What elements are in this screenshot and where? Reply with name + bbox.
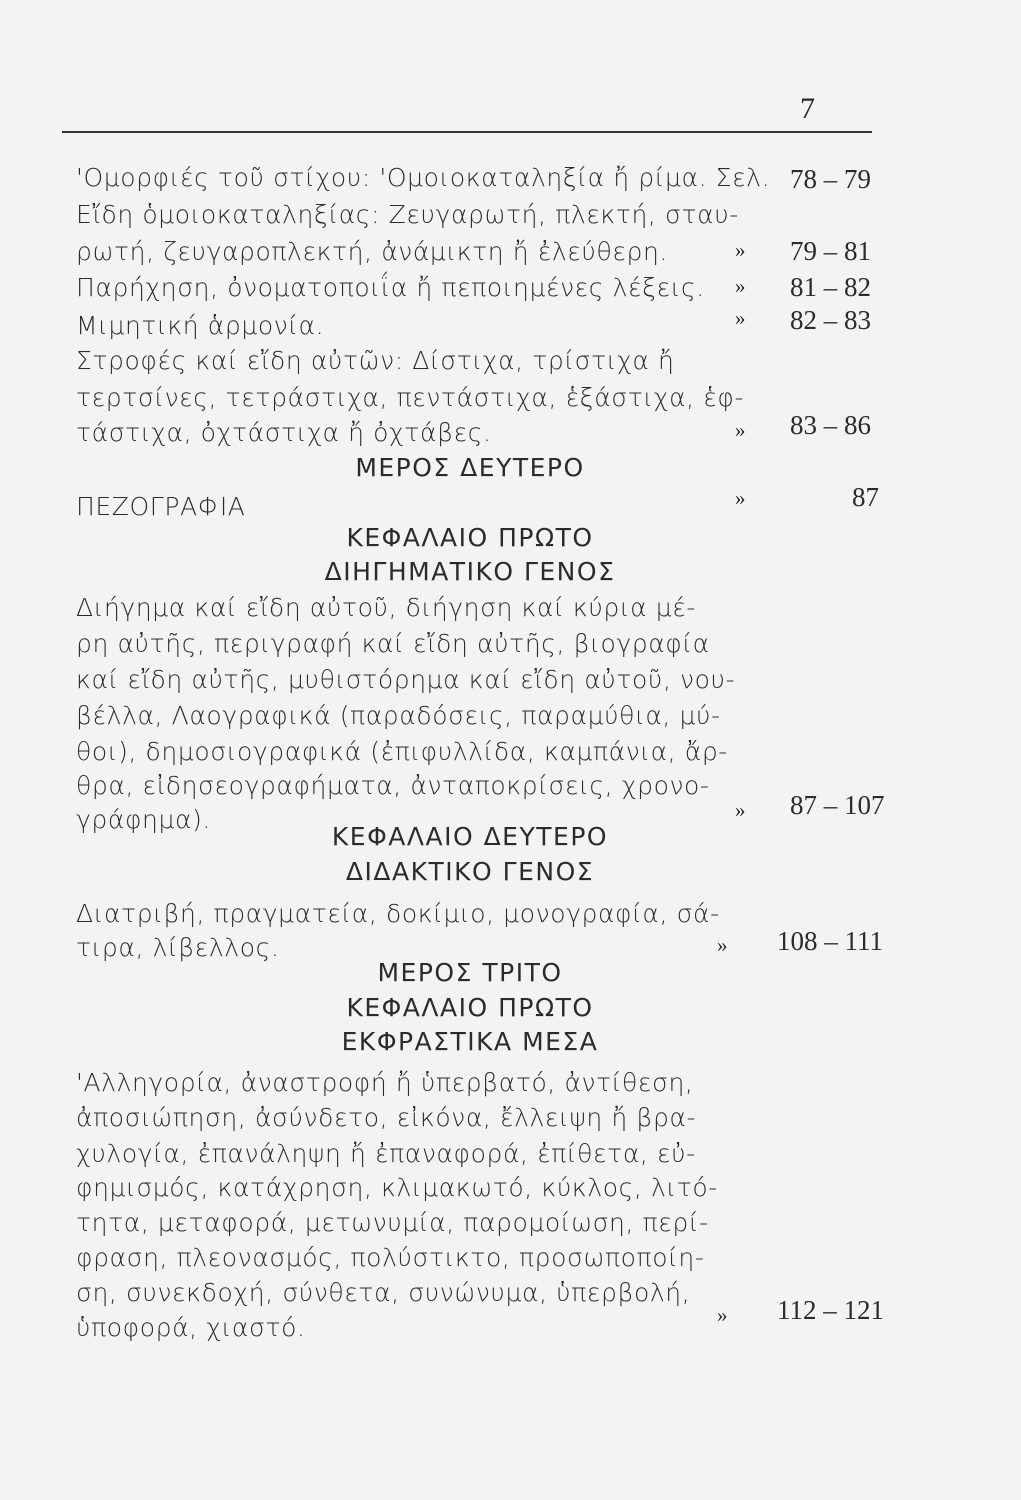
- genre-heading: ΔΙΔΑΚΤΙΚΟ ΓΕΝΟΣ: [345, 857, 595, 886]
- ditto-mark: »: [735, 418, 746, 442]
- toc-entry-line: Μιμητική ἁρμονία.: [76, 311, 325, 340]
- page-range: 82 – 83: [790, 305, 871, 335]
- toc-entry-line: Διατριβή, πραγματεία, δοκίμιο, μονογραφία, σά-: [76, 899, 720, 928]
- part-heading: ΜΕΡΟΣ ΔΕΥΤΕΡΟ: [355, 453, 585, 482]
- ditto-mark: »: [735, 798, 746, 822]
- toc-entry-line: ἀποσιώπηση, ἀσύνδετο, εἰκόνα, ἔλλειψη ἤ βρα-: [76, 1103, 697, 1132]
- ditto-mark: »: [717, 1303, 728, 1327]
- toc-entry-line: τητα, μεταφορά, μετωνυμία, παρομοίωση, περί-: [76, 1208, 709, 1237]
- toc-entry-line: ρωτή, ζευγαροπλεκτή, ἀνάμικτη ἤ ἐλεύθερη.: [76, 237, 668, 266]
- page-range: 83 – 86: [790, 410, 871, 440]
- toc-entry-line: θρα, εἰδησεογραφήματα, ἀνταποκρίσεις, χρονο-: [76, 771, 710, 800]
- page-range: 81 – 82: [790, 272, 871, 302]
- chapter-heading: ΚΕΦΑΛΑΙΟ ΠΡΩΤΟ: [346, 523, 594, 552]
- toc-entry-line: τάστιχα, ὀχτάστιχα ἤ ὀχτάβες.: [76, 418, 492, 447]
- part-heading: ΜΕΡΟΣ ΤΡΙΤΟ: [377, 958, 563, 987]
- page-range: 87 – 107: [790, 790, 885, 820]
- page-range: 78 – 79: [790, 164, 871, 194]
- ditto-mark: »: [735, 238, 746, 262]
- toc-entry-line: Στροφές καί εἴδη αὐτῶν: Δίστιχα, τρίστιχα ἤ: [76, 346, 675, 375]
- genre-heading: ΕΚΦΡΑΣΤΙΚΑ ΜΕΣΑ: [341, 1027, 599, 1056]
- genre-heading: ΔΙΗΓΗΜΑΤΙΚΟ ΓΕΝΟΣ: [324, 557, 616, 586]
- section-title: ΠΕΖΟΓΡΑΦΙΑ: [76, 492, 246, 521]
- toc-entry-line: Παρήχηση, ὀνοματοποιΐα ἤ πεποιημένες λέξεις.: [76, 273, 705, 302]
- toc-entry-line: ὑποφορά, χιαστό.: [76, 1313, 306, 1342]
- toc-entry-line: 'Αλληγορία, ἀναστροφή ἤ ὑπερβατό, ἀντίθεση,: [76, 1068, 694, 1097]
- toc-entry-line: φραση, πλεονασμός, πολύστικτο, προσωποποίη-: [76, 1243, 705, 1272]
- page-range: 112 – 121: [777, 1295, 884, 1325]
- header-rule: [62, 131, 872, 133]
- toc-entry-line: χυλογία, ἐπανάληψη ἤ ἐπαναφορά, ἐπίθετα, εὐ-: [76, 1139, 696, 1168]
- toc-entry-line: φημισμός, κατάχρηση, κλιμακωτό, κύκλος, λιτό-: [76, 1173, 718, 1202]
- ditto-mark: »: [735, 486, 746, 510]
- page-range: 108 – 111: [777, 926, 883, 956]
- toc-entry-line: 'Ομορφιές τοῦ στίχου: 'Ομοιοκαταληξία ἤ ρίμα. Σελ.: [76, 163, 771, 192]
- toc-entry-line: καί εἴδη αὐτῆς, μυθιστόρημα καί εἴδη αὐτοῦ, νου-: [76, 665, 736, 694]
- chapter-heading: ΚΕΦΑΛΑΙΟ ΠΡΩΤΟ: [346, 993, 594, 1022]
- toc-entry-line: ρη αὐτῆς, περιγραφή καί εἴδη αὐτῆς, βιογραφία: [76, 629, 710, 658]
- toc-entry-line: Διήγημα καί εἴδη αὐτοῦ, διήγηση καί κύρια μέ-: [76, 593, 697, 622]
- page-number: 7: [800, 92, 815, 125]
- toc-entry-line: Εἴδη ὁμοιοκαταληξίας: Ζευγαρωτή, πλεκτή, σταυ-: [76, 200, 739, 229]
- toc-entry-line: θοι), δημοσιογραφικά (ἐπιφυλλίδα, καμπάνια, ἄρ-: [76, 737, 728, 766]
- ditto-mark: »: [717, 933, 728, 957]
- toc-entry-line: γράφημα).: [76, 805, 211, 834]
- page-range: 79 – 81: [790, 236, 871, 266]
- toc-entry-line: τερτσίνες, τετράστιχα, πεντάστιχα, ἑξάστιχα, ἑφ-: [76, 383, 745, 412]
- chapter-heading: ΚΕΦΑΛΑΙΟ ΔΕΥΤΕΡΟ: [331, 822, 609, 851]
- toc-entry-line: ση, συνεκδοχή, σύνθετα, συνώνυμα, ὑπερβολή,: [76, 1278, 691, 1307]
- page-range: 87: [852, 482, 879, 512]
- ditto-mark: »: [735, 306, 746, 330]
- toc-entry-line: βέλλα, Λαογραφικά (παραδόσεις, παραμύθια, μύ-: [76, 701, 721, 730]
- ditto-mark: »: [735, 274, 746, 298]
- toc-entry-line: τιρα, λίβελλος.: [76, 933, 280, 962]
